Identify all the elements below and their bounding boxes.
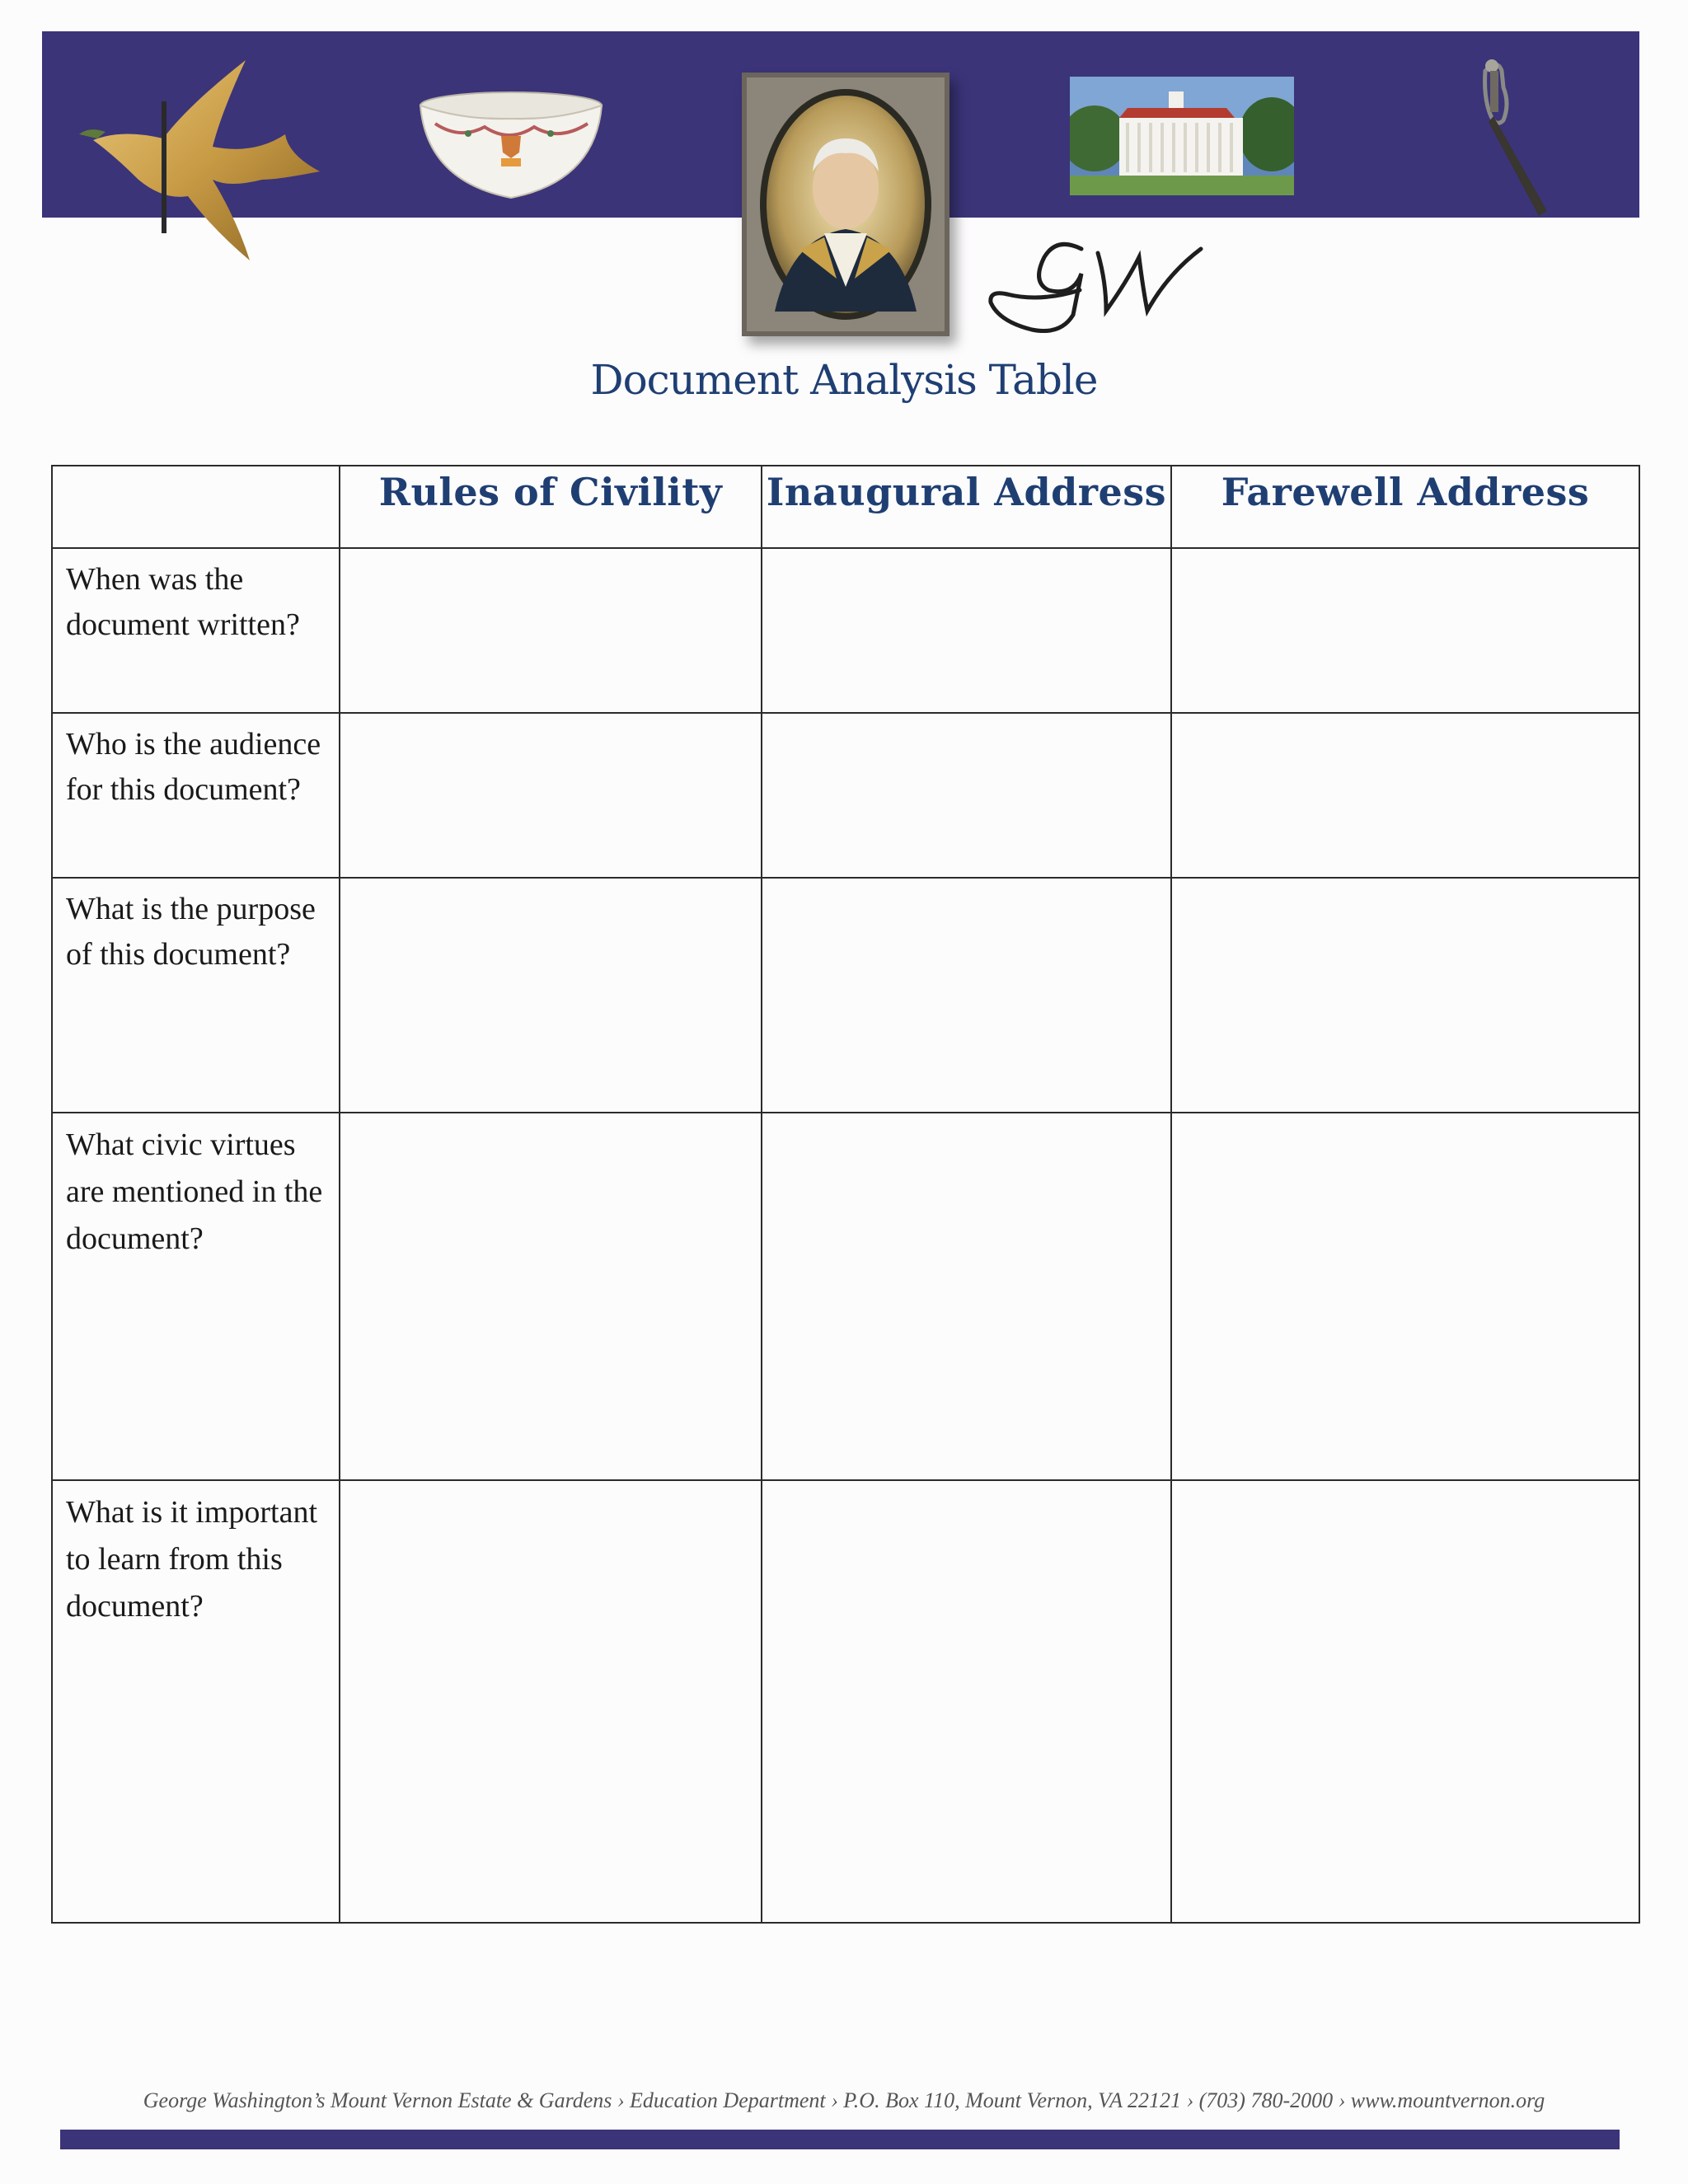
column-header-farewell-address: Farewell Address bbox=[1171, 466, 1639, 548]
column-header-inaugural-address: Inaugural Address bbox=[762, 466, 1171, 548]
answer-cell[interactable] bbox=[762, 878, 1171, 1113]
eagle-weathervane-image bbox=[73, 56, 324, 264]
table-row bbox=[52, 1113, 1639, 1480]
table-row bbox=[52, 548, 1639, 713]
answer-cell[interactable] bbox=[762, 713, 1171, 878]
table-row bbox=[52, 878, 1639, 1113]
footer-contact-text: George Washington’s Mount Vernon Estate & Gardens › Education Department › P.O. Box 110, Mount Vernon, VA 22121 › (703) 780-2000 › www.mountvernon.org bbox=[143, 2088, 1545, 2112]
gw-monogram-signature bbox=[982, 232, 1205, 340]
column-header-rules-of-civility: Rules of Civility bbox=[340, 466, 762, 548]
footer-bar bbox=[60, 2130, 1620, 2149]
table-row bbox=[52, 1480, 1639, 1923]
answer-cell[interactable] bbox=[1171, 1113, 1639, 1480]
answer-cell[interactable] bbox=[762, 548, 1171, 713]
mount-vernon-mansion-image bbox=[1070, 77, 1294, 195]
table-row bbox=[52, 713, 1639, 878]
corner-header-cell bbox=[52, 466, 340, 548]
answer-cell[interactable] bbox=[1171, 713, 1639, 878]
row-question: What is it important to learn from this document? bbox=[66, 1495, 318, 1624]
document-analysis-table bbox=[51, 465, 1640, 1924]
table-header-row bbox=[52, 466, 1639, 548]
answer-cell[interactable] bbox=[340, 548, 762, 713]
answer-cell[interactable] bbox=[340, 1480, 762, 1923]
row-question: Who is the audience for this document? bbox=[66, 727, 321, 807]
row-question: What civic virtues are mentioned in the document? bbox=[66, 1127, 323, 1256]
answer-cell[interactable] bbox=[1171, 1480, 1639, 1923]
answer-cell[interactable] bbox=[1171, 878, 1639, 1113]
answer-cell[interactable] bbox=[340, 1113, 762, 1480]
answer-cell[interactable] bbox=[762, 1480, 1171, 1923]
answer-cell[interactable] bbox=[762, 1113, 1171, 1480]
answer-cell[interactable] bbox=[340, 713, 762, 878]
answer-cell[interactable] bbox=[1171, 548, 1639, 713]
sword-image bbox=[1452, 54, 1559, 219]
row-question: What is the purpose of this document? bbox=[66, 892, 316, 972]
george-washington-portrait bbox=[742, 73, 950, 336]
answer-cell[interactable] bbox=[340, 878, 762, 1113]
page-title: Document Analysis Table bbox=[590, 356, 1098, 404]
porcelain-bowl-image bbox=[419, 91, 604, 202]
row-question: When was the document written? bbox=[66, 562, 300, 642]
